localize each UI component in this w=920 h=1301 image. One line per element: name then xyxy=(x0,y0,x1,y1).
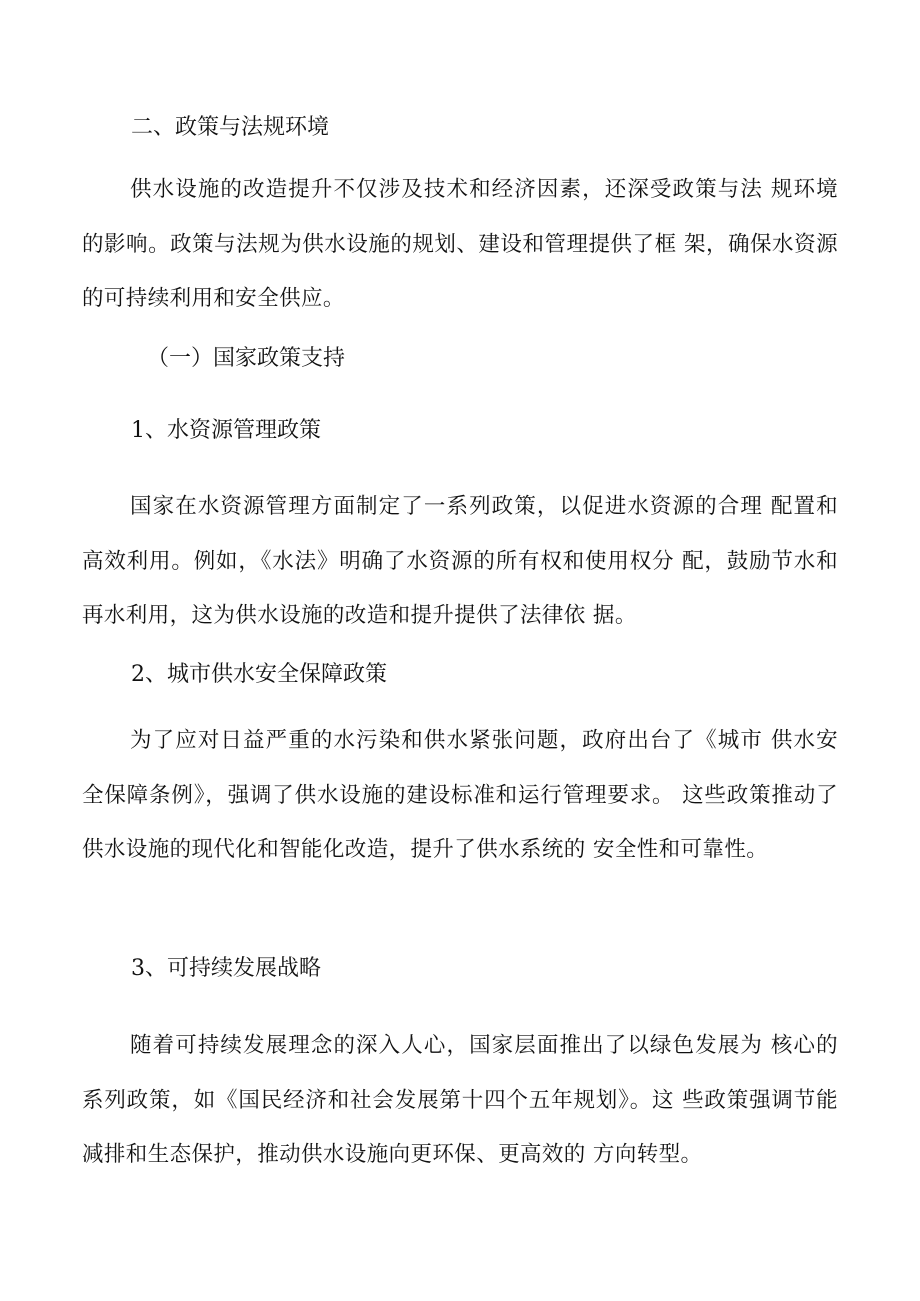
item-body-1: 国家在水资源管理方面制定了一系列政策，以促进水资源的合理 配置和高效利用。例如，《水法》明确了水资源的所有权和使用权分 配，鼓励节水和再水利用，这为供水设施的改造和提升提供了法律依 据。 xyxy=(82,494,838,628)
item-heading-1: 1、水资源管理政策 xyxy=(131,418,321,443)
item-heading-3: 3、可持续发展战略 xyxy=(131,956,321,981)
intro-paragraph: 供水设施的改造提升不仅涉及技术和经济因素，还深受政策与法 规环境的影响。政策与法规为供水设施的规划、建设和管理提供了框 架，确保水资源的可持续利用和安全供应。 xyxy=(82,177,838,311)
item-body-2: 为了应对日益严重的水污染和供水紧张问题，政府出台了《城市 供水安全保障条例》，强调了供水设施的建设标准和运行管理要求。 这些政策推动了供水设施的现代化和智能化改造，提升了供水系统的 安全性和可靠性。 xyxy=(82,728,838,862)
subsection-title: （一）国家政策支持 xyxy=(147,346,346,371)
item-heading-2: 2、城市供水安全保障政策 xyxy=(131,662,387,687)
section-title: 二、政策与法规环境 xyxy=(131,115,330,140)
item-body-3: 随着可持续发展理念的深入人心，国家层面推出了以绿色发展为 核心的系列政策，如《国民经济和社会发展第十四个五年规划》。这 些政策强调节能减排和生态保护，推动供水设施向更环保、更高效的 方向转型。 xyxy=(82,1033,838,1167)
